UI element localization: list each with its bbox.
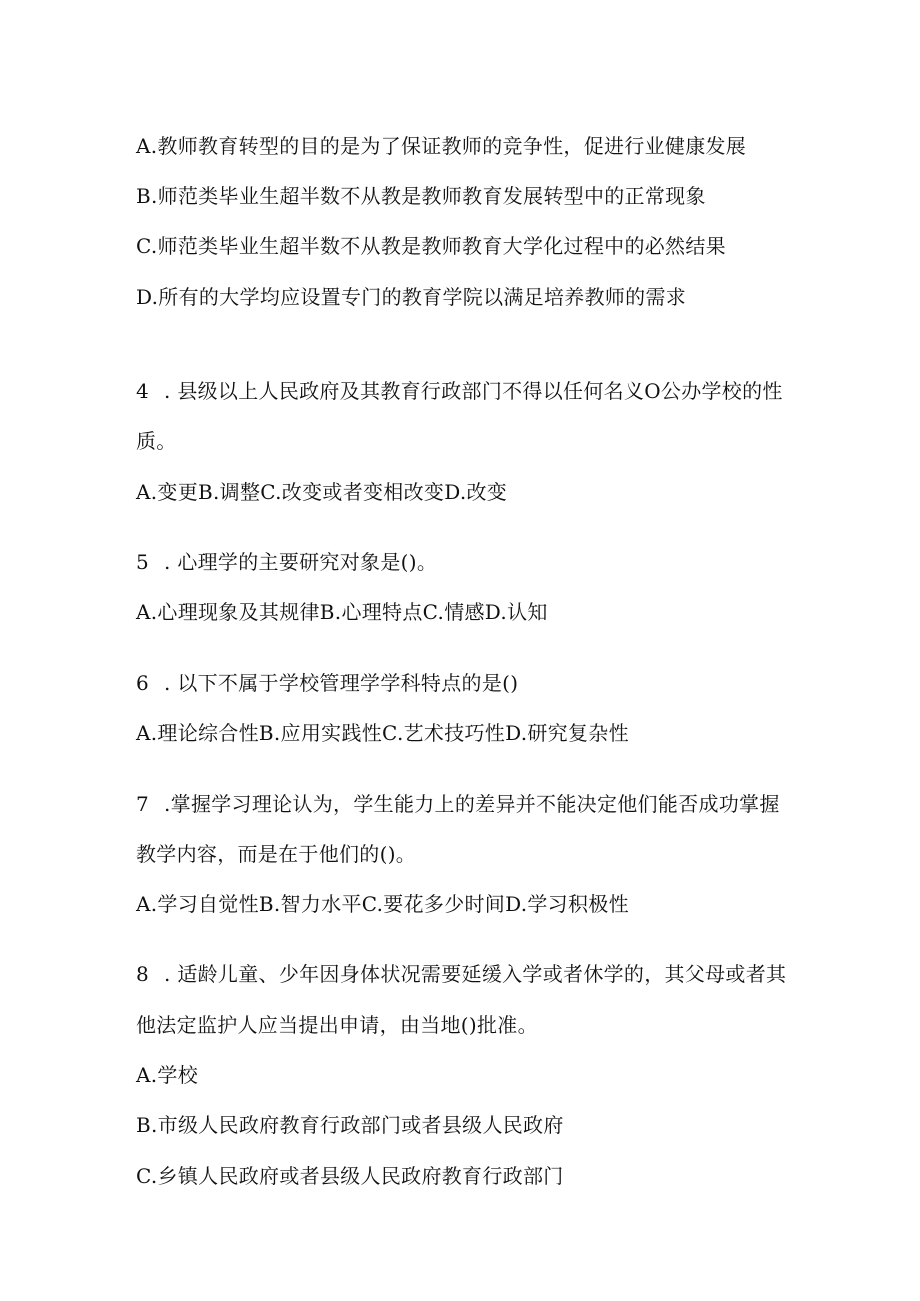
q7-options: A.学习自觉性B.智力水平C.要花多少时间D.学习积极性 [136, 892, 629, 916]
q6-text: . 以下不属于学校管理学学科特点的是() [164, 671, 519, 695]
q3-option-d: D.所有的大学均应设置专门的教育学院以满足培养教师的需求 [136, 285, 687, 309]
q5-number: 5 [136, 550, 150, 574]
q4-text-line2: 质。 [136, 429, 177, 453]
q7-text-line2: 教学内容，而是在于他们的()。 [136, 842, 417, 866]
q4-options: A.变更B.调整C.改变或者变相改变D.改变 [136, 480, 508, 504]
q8-question [136, 960, 786, 988]
q6-number: 6 [136, 671, 150, 695]
q8-option-b: B.市级人民政府教育行政部门或者县级人民政府 [136, 1113, 564, 1137]
q4-text-line1: . 县级以上人民政府及其教育行政部门不得以任何名义O公办学校的性 [164, 379, 783, 403]
q7-question [136, 790, 780, 818]
q8-text-line2: 他法定监护人应当提出申请，由当地()批准。 [136, 1013, 538, 1037]
q7-text-line1: .掌握学习理论认为，学生能力上的差异并不能决定他们能否成功掌握 [164, 792, 780, 816]
q5-options: A.心理现象及其规律B.心理特点C.情感D.认知 [136, 600, 548, 624]
q8-option-c: C.乡镇人民政府或者县级人民政府教育行政部门 [136, 1164, 564, 1188]
q7-number: 7 [136, 792, 150, 816]
q3-option-a: A.教师教育转型的目的是为了保证教师的竞争性，促进行业健康发展 [136, 134, 747, 158]
q8-number: 8 [136, 962, 150, 986]
q6-options: A.理论综合性B.应用实践性C.艺术技巧性D.研究复杂性 [136, 721, 629, 745]
q5-question [136, 548, 437, 576]
q6-question [136, 669, 518, 697]
q3-option-b: B.师范类毕业生超半数不从教是教师教育发展转型中的正常现象 [136, 184, 706, 208]
q8-option-a: A.学校 [136, 1063, 199, 1087]
q5-text: . 心理学的主要研究对象是()。 [164, 550, 438, 574]
q4-question [136, 377, 783, 405]
q4-number: 4 [136, 379, 150, 403]
q3-option-c: C.师范类毕业生超半数不从教是教师教育大学化过程中的必然结果 [136, 234, 726, 258]
q8-text-line1: . 适龄儿童、少年因身体状况需要延缓入学或者休学的，其父母或者其 [164, 962, 787, 986]
